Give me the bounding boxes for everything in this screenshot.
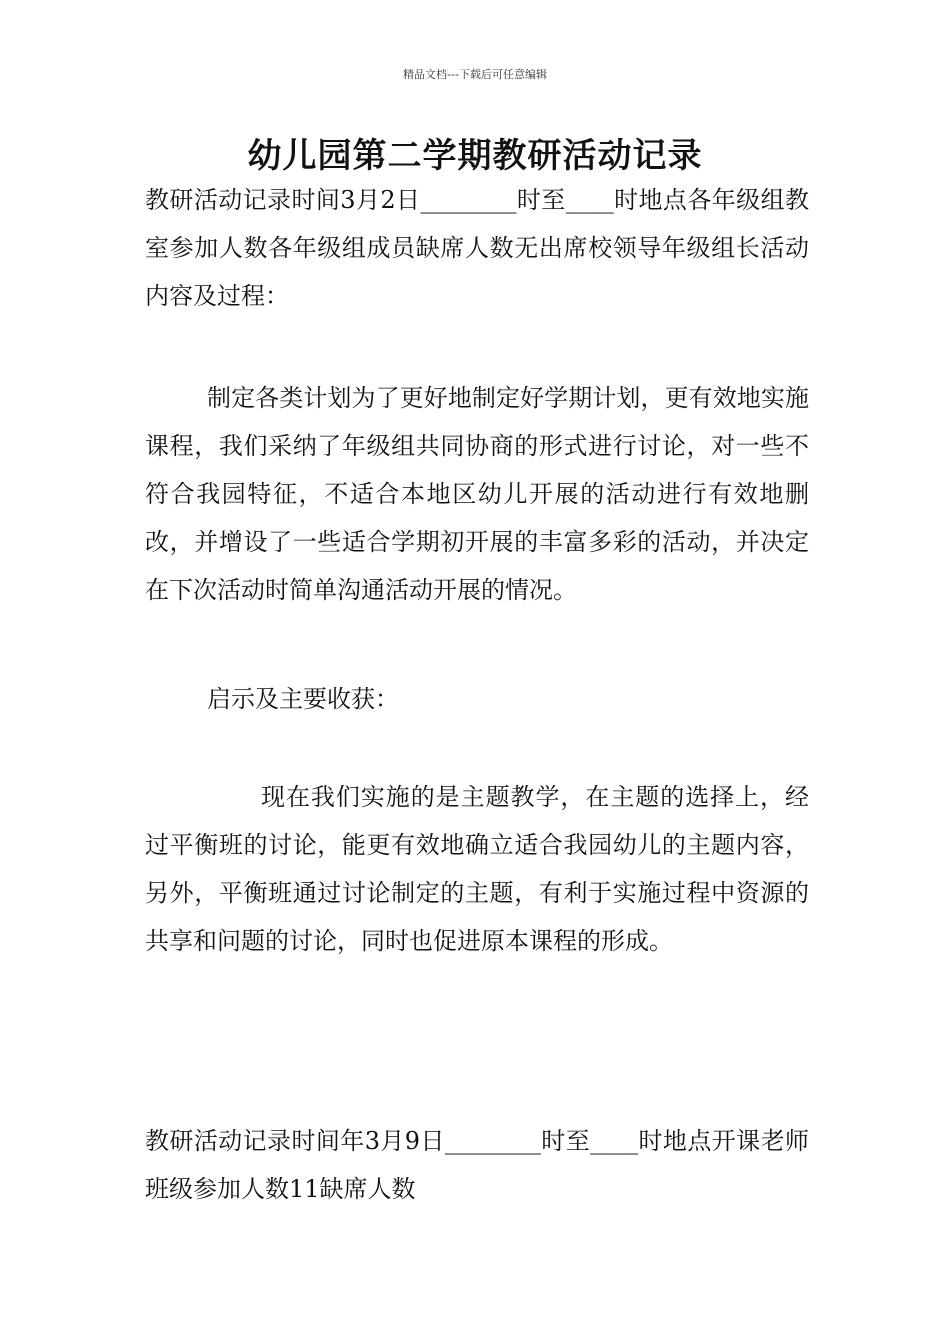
header-note: 精品文档---下载后可任意编辑 (403, 68, 547, 81)
document-title: 幼儿园第二学期教研活动记录 (247, 136, 703, 176)
gains-heading: 启示及主要收获： (207, 685, 399, 713)
gains-paragraph: 现在我们实施的是主题教学，在主题的选择上，经过平衡班的讨论，能更有效地确立适合我园幼儿的主题内容，另外，平衡班通过讨论制定的主题，有利于实施过程中资源的共享和问题的讨论，同时也促进原本课程的形成。 (145, 783, 809, 955)
record-2-paragraph: 教研活动记录时间年3月9日________时至____时地点开课老师班级参加人数11缺席人数 (145, 1127, 809, 1203)
record-1-paragraph: 教研活动记录时间3月2日________时至____时地点各年级组教室参加人数各年级组成员缺席人数无出席校领导年级组长活动内容及过程： (145, 186, 809, 310)
plan-paragraph: 制定各类计划为了更好地制定好学期计划，更有效地实施课程，我们采纳了年级组共同协商的形式进行讨论，对一些不符合我园特征，不适合本地区幼儿开展的活动进行有效地删改，并增设了一些适合学期初开展的丰富多彩的活动，并决定在下次活动时简单沟通活动开展的情况。 (145, 384, 809, 604)
